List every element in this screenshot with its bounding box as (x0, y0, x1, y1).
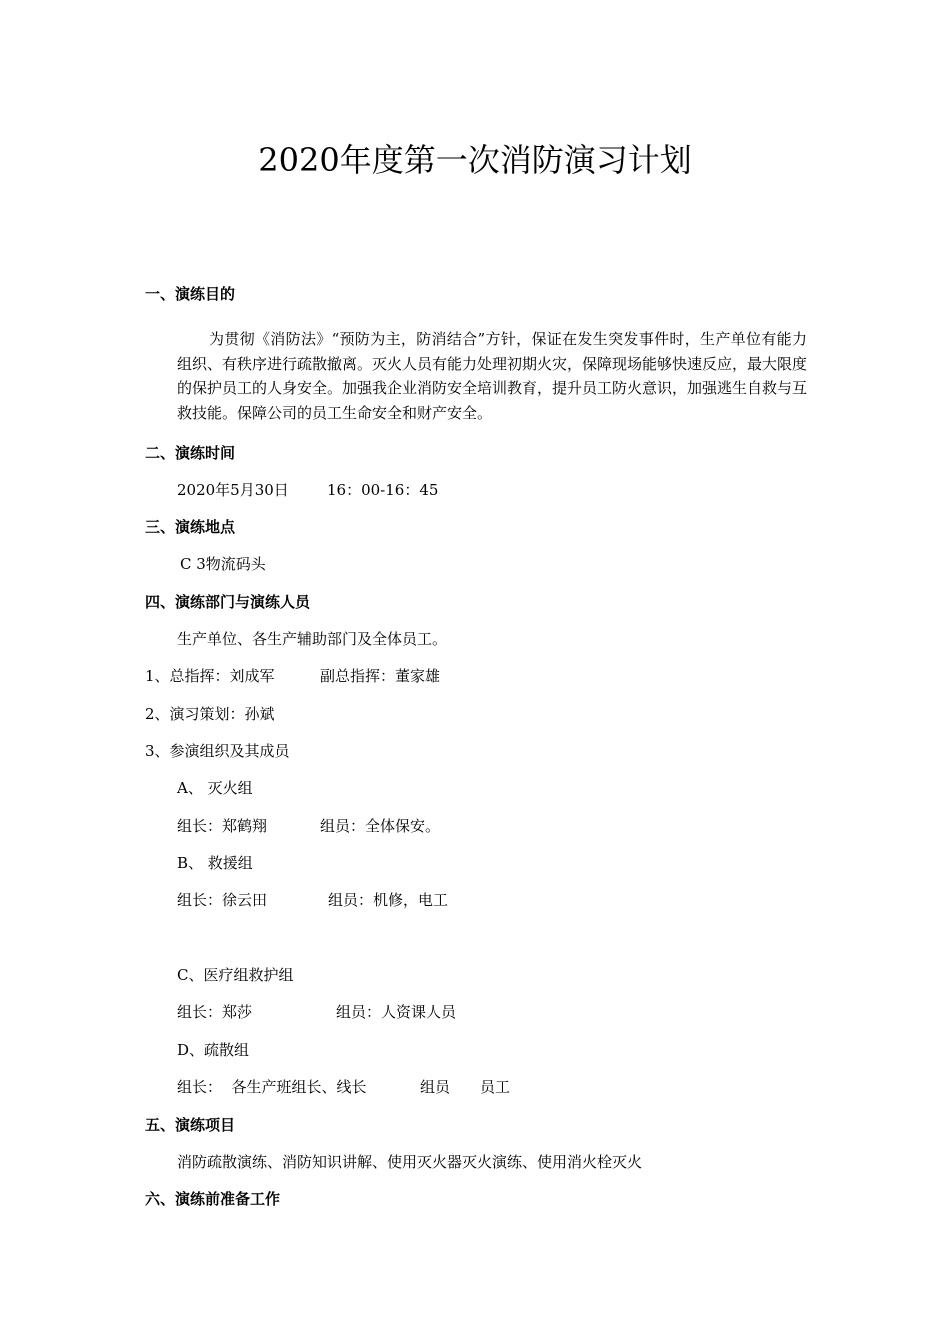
group-name: B、 救援组 (177, 854, 253, 872)
group-members-extra: 员工 (480, 1078, 511, 1096)
group-leader: 组长： 各生产班组长、线长 (177, 1078, 367, 1096)
groups-title: 3、参演组织及其成员 (145, 742, 290, 760)
group-members: 组员：人资课人员 (336, 1003, 457, 1021)
group-leader: 组长：郑鹤翔 (177, 817, 268, 835)
group-name: D、疏散组 (177, 1041, 250, 1059)
document-title: 2020年度第一次消防演习计划 (258, 141, 692, 179)
commander-line: 1、总指挥：刘成军 (145, 667, 275, 685)
drill-date: 2020年5月30日 (177, 481, 289, 499)
group-members: 组员 (420, 1078, 451, 1096)
group-members: 组员：全体保安。 (320, 817, 441, 835)
group-members: 组员：机修，电工 (328, 891, 449, 909)
group-name: A、 灭火组 (177, 779, 253, 797)
section-heading-prep: 六、演练前准备工作 (145, 1190, 281, 1208)
section-heading-location: 三、演练地点 (145, 518, 236, 536)
section-heading-personnel: 四、演练部门与演练人员 (145, 593, 311, 611)
personnel-intro: 生产单位、各生产辅助部门及全体员工。 (177, 630, 448, 648)
section-heading-purpose: 一、演练目的 (145, 285, 236, 303)
group-leader: 组长：郑莎 (177, 1003, 253, 1021)
purpose-paragraph: 为贯彻《消防法》“预防为主，防消结合”方针，保证在发生突发事件时，生产单位有能力组织、有秩序进行疏散撤离。灭火人员有能力处理初期火灾，保障现场能够快速反应，最大限度的保护员工的人身安全。加强我企业消防安全培训教育，提升员工防火意识，加强逃生自救与互救技能。保障公司的员工生命安全和财产安全。 (177, 330, 808, 422)
drill-hours: 16：00-16：45 (327, 481, 439, 499)
drill-items: 消防疏散演练、消防知识讲解、使用灭火器灭火演练、使用消火栓灭火 (177, 1153, 643, 1171)
drill-location: C 3物流码头 (180, 555, 266, 573)
planner-line: 2、演习策划：孙斌 (145, 705, 275, 723)
deputy-commander-line: 副总指挥：董家雄 (320, 667, 441, 685)
group-name: C、医疗组救护组 (177, 966, 294, 984)
group-leader: 组长：徐云田 (177, 891, 268, 909)
section-heading-items: 五、演练项目 (145, 1116, 236, 1134)
section-heading-time: 二、演练时间 (145, 444, 236, 462)
